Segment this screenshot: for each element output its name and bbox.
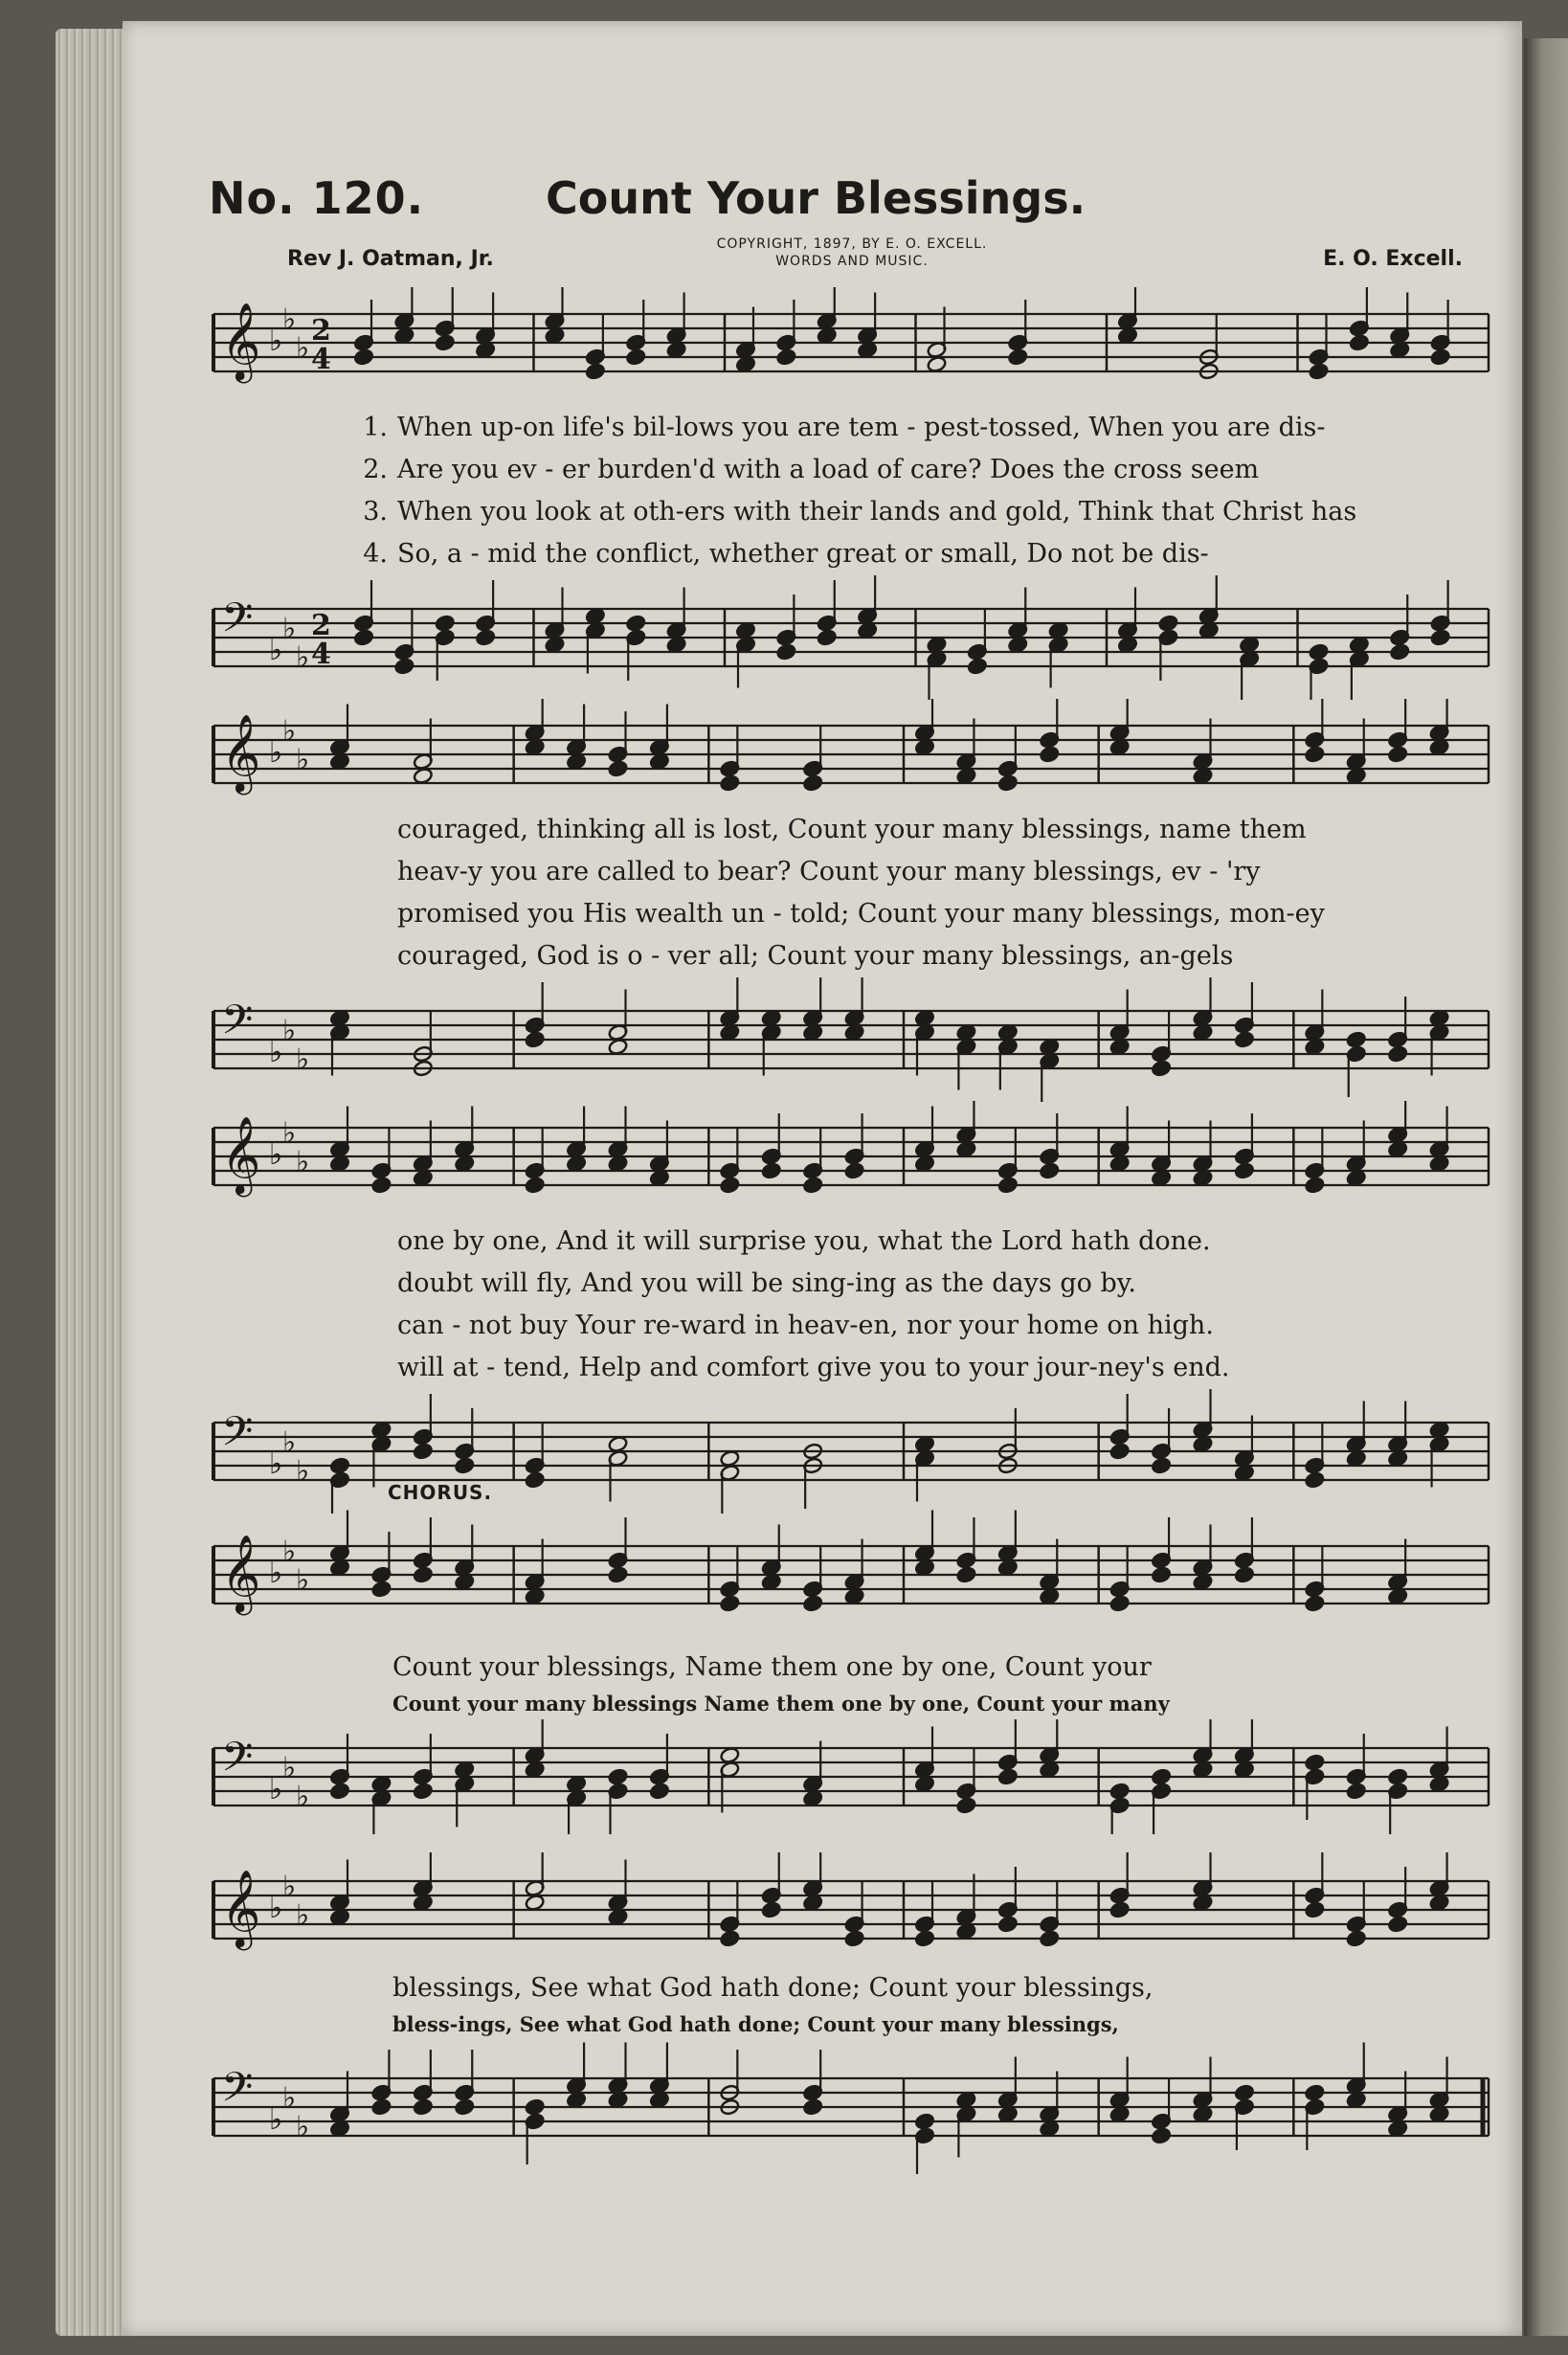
note-head bbox=[1387, 746, 1407, 763]
note-head bbox=[525, 1177, 545, 1194]
flat-icon: ♭ bbox=[282, 1116, 297, 1151]
flat-icon: ♭ bbox=[296, 331, 310, 366]
note-head bbox=[914, 1930, 934, 1947]
note-head bbox=[413, 1443, 433, 1460]
treble-clef-icon: 𝄞 bbox=[221, 302, 261, 380]
chorus-label: CHORUS. bbox=[388, 1481, 493, 1504]
note-head bbox=[776, 348, 796, 366]
verse-3-line-b: promised you His wealth un - told; Count your many blessings, mon-ey bbox=[397, 899, 1325, 929]
flat-icon: ♭ bbox=[296, 1043, 310, 1077]
flat-icon: ♭ bbox=[282, 1535, 297, 1569]
verse-4-line-a: 4. So, a - mid the conflict, whether great or small, Do not be dis- bbox=[363, 539, 1209, 569]
note-head bbox=[608, 1768, 628, 1785]
note-head bbox=[585, 363, 605, 380]
facing-page-edge bbox=[1524, 38, 1568, 2336]
note-head bbox=[649, 1783, 669, 1800]
note-head bbox=[353, 629, 373, 646]
flat-icon: ♭ bbox=[296, 2110, 310, 2144]
note-head bbox=[1309, 363, 1329, 380]
flat-icon: ♭ bbox=[269, 1773, 283, 1806]
verse-3-line-a: 3. When you look at oth-ers with their lands and gold, Think that Christ has bbox=[363, 497, 1357, 527]
flat-icon: ♭ bbox=[296, 1780, 310, 1814]
note-head bbox=[435, 615, 455, 632]
note-head bbox=[844, 1930, 864, 1947]
bass-clef-icon: 𝄢 bbox=[221, 594, 254, 652]
bass-clef-icon: 𝄢 bbox=[221, 1734, 254, 1791]
note-head bbox=[720, 774, 740, 792]
note-head bbox=[1309, 643, 1329, 661]
treble-clef-icon: 𝄞 bbox=[221, 713, 261, 792]
verse-4-line-b: couraged, God is o - ver all; Count your many blessings, an-gels bbox=[397, 941, 1234, 971]
note-head bbox=[817, 629, 837, 646]
note-head bbox=[394, 658, 414, 675]
note-head bbox=[435, 334, 455, 351]
treble-staff-1 bbox=[196, 287, 1503, 397]
note-head bbox=[1346, 1783, 1366, 1800]
verse-2-line-c: doubt will fly, And you will be sing-ing as the days go by. bbox=[397, 1268, 1137, 1298]
note-head bbox=[371, 1177, 392, 1194]
note-head bbox=[997, 774, 1018, 792]
note-head bbox=[371, 1581, 392, 1598]
verse-3-line-c: can - not buy Your re-ward in heav-en, nor your home on high. bbox=[397, 1311, 1214, 1340]
music-system-3 bbox=[196, 1101, 1503, 1514]
time-signature-digit: 2 bbox=[311, 314, 331, 348]
note-head bbox=[413, 1566, 433, 1583]
verse-1-line-b: couraged, thinking all is lost, Count your many blessings, name them bbox=[397, 815, 1307, 844]
flat-icon: ♭ bbox=[282, 1870, 297, 1904]
copyright-notice bbox=[689, 236, 1015, 270]
note-head bbox=[956, 1797, 976, 1814]
note-head bbox=[1305, 2084, 1325, 2101]
note-head bbox=[1040, 1162, 1060, 1179]
note-head bbox=[1040, 746, 1060, 763]
flat-icon: ♭ bbox=[296, 1563, 310, 1598]
note-head bbox=[776, 643, 796, 661]
treble-clef-icon: 𝄞 bbox=[221, 1115, 261, 1194]
flat-icon: ♭ bbox=[296, 640, 310, 675]
lyricist: Rev J. Oatman, Jr. bbox=[287, 247, 494, 271]
note-head bbox=[914, 2113, 934, 2130]
note-head bbox=[1151, 1060, 1171, 1077]
copyright-line-1: COPYRIGHT, 1897, BY E. O. EXCELL. bbox=[716, 236, 988, 252]
note-head bbox=[1040, 1930, 1060, 1947]
flat-icon: ♭ bbox=[296, 1898, 310, 1933]
verse-2-line-b: heav-y you are called to bear? Count your many blessings, ev - 'ry bbox=[397, 857, 1261, 886]
verse-lyrics-part-3 bbox=[196, 1221, 1503, 1389]
note-head bbox=[844, 1162, 864, 1179]
flat-icon: ♭ bbox=[269, 325, 283, 358]
note-head bbox=[353, 348, 373, 366]
note-head bbox=[525, 1471, 545, 1489]
flat-icon: ♭ bbox=[269, 2103, 283, 2137]
note-head bbox=[1305, 746, 1325, 763]
note-head bbox=[1109, 1901, 1130, 1918]
music-system-1 bbox=[196, 287, 1503, 700]
note-head bbox=[997, 1177, 1018, 1194]
note-head bbox=[1346, 1930, 1366, 1947]
hymn-header bbox=[0, 153, 1568, 271]
verse-1-line-a: 1. When up-on life's bil-lows you are tem - pest-tossed, When you are dis- bbox=[363, 413, 1326, 442]
note-head bbox=[1234, 1566, 1254, 1583]
note-head bbox=[1387, 1045, 1407, 1063]
verse-lyrics-part-1 bbox=[196, 407, 1503, 575]
note-head bbox=[1109, 1443, 1130, 1460]
note-head bbox=[329, 1783, 349, 1800]
chorus-lyrics-part-1 bbox=[196, 1647, 1503, 1719]
bass-clef-icon: 𝄢 bbox=[221, 2064, 254, 2121]
flat-icon: ♭ bbox=[282, 714, 297, 749]
note-head bbox=[455, 2098, 475, 2116]
treble-staff-2 bbox=[196, 699, 1503, 809]
note-head bbox=[455, 1457, 475, 1474]
flat-icon: ♭ bbox=[269, 1892, 283, 1925]
note-head bbox=[371, 2098, 392, 2116]
note-head bbox=[525, 2098, 545, 2116]
time-signature-digit: 2 bbox=[311, 609, 331, 642]
time-signature-digit: 4 bbox=[311, 638, 331, 671]
note-head bbox=[1234, 1162, 1254, 1179]
flat-icon: ♭ bbox=[296, 1145, 310, 1179]
chorus-lyrics-part-2 bbox=[196, 1967, 1503, 2040]
flat-icon: ♭ bbox=[269, 1447, 283, 1481]
note-head bbox=[413, 2098, 433, 2116]
note-head bbox=[525, 1031, 545, 1048]
note-head bbox=[1346, 1031, 1366, 1048]
note-head bbox=[1430, 348, 1450, 366]
note-head bbox=[761, 1901, 781, 1918]
note-head bbox=[626, 348, 646, 366]
flat-icon: ♭ bbox=[269, 634, 283, 667]
note-head bbox=[956, 1566, 976, 1583]
note-head bbox=[1008, 348, 1028, 366]
note-head bbox=[720, 1177, 740, 1194]
note-head bbox=[997, 1768, 1018, 1785]
flat-icon: ♭ bbox=[269, 1036, 283, 1069]
flat-icon: ♭ bbox=[282, 1014, 297, 1048]
treble-staff-5 bbox=[196, 1852, 1503, 1967]
note-head bbox=[1158, 615, 1178, 632]
hymn-title: Count Your Blessings. bbox=[546, 172, 1086, 224]
note-head bbox=[1151, 1768, 1171, 1785]
bass-staff-2 bbox=[196, 977, 1503, 1102]
note-head bbox=[1305, 1471, 1325, 1489]
note-head bbox=[1349, 334, 1369, 351]
flat-icon: ♭ bbox=[282, 1425, 297, 1460]
note-head bbox=[1151, 1566, 1171, 1583]
flat-icon: ♭ bbox=[296, 1454, 310, 1489]
bass-clef-icon: 𝄢 bbox=[221, 997, 254, 1054]
note-head bbox=[1305, 1595, 1325, 1612]
note-head bbox=[720, 1595, 740, 1612]
flat-icon: ♭ bbox=[282, 303, 297, 337]
bass-staff-4 bbox=[196, 1719, 1503, 1834]
note-head bbox=[626, 615, 646, 632]
bass-staff-5 bbox=[196, 2040, 1503, 2174]
note-head bbox=[1109, 1595, 1130, 1612]
treble-clef-icon: 𝄞 bbox=[221, 1869, 261, 1947]
note-head bbox=[1430, 629, 1450, 646]
note-head bbox=[1305, 1901, 1325, 1918]
chorus-line-2-main: blessings, See what God hath done; Count your blessings, bbox=[392, 1973, 1154, 2003]
verse-lyrics-part-2 bbox=[196, 809, 1503, 977]
note-head bbox=[997, 1916, 1018, 1933]
hymn-number: No. 120. bbox=[209, 172, 425, 224]
note-head bbox=[1305, 1177, 1325, 1194]
note-head bbox=[1151, 1457, 1171, 1474]
note-head bbox=[329, 1457, 349, 1474]
flat-icon: ♭ bbox=[269, 1138, 283, 1172]
verse-2-line-a: 2. Are you ev - er burden'd with a load of care? Does the cross seem bbox=[363, 455, 1260, 484]
note-head bbox=[1109, 1783, 1130, 1800]
treble-staff-4 bbox=[196, 1503, 1503, 1647]
note-head bbox=[761, 1162, 781, 1179]
composer: E. O. Excell. bbox=[1323, 247, 1463, 271]
chorus-line-2-bass: bless-ings, See what God hath done; Count your many blessings, bbox=[392, 2012, 1119, 2036]
note-head bbox=[608, 1566, 628, 1583]
note-head bbox=[802, 774, 822, 792]
note-head bbox=[1387, 1916, 1407, 1933]
note-head bbox=[608, 760, 628, 777]
note-head bbox=[1234, 2084, 1254, 2101]
note-head bbox=[967, 658, 987, 675]
flat-icon: ♭ bbox=[282, 1751, 297, 1785]
note-head bbox=[1151, 2127, 1171, 2144]
note-head bbox=[1234, 1031, 1254, 1048]
note-head bbox=[1305, 1754, 1325, 1771]
bass-staff-1 bbox=[196, 575, 1503, 700]
verse-4-line-c: will at - tend, Help and comfort give you to your jour-ney's end. bbox=[397, 1353, 1230, 1382]
flat-icon: ♭ bbox=[296, 743, 310, 777]
music-system-5-chorus bbox=[196, 1852, 1503, 2174]
verse-1-line-c: one by one, And it will surprise you, what the Lord hath done. bbox=[397, 1226, 1211, 1256]
treble-staff-3 bbox=[196, 1101, 1503, 1211]
bass-clef-icon: 𝄢 bbox=[221, 1408, 254, 1466]
music-system-4-chorus bbox=[196, 1503, 1503, 1834]
chorus-line-1-main: Count your blessings, Name them one by one, Count your bbox=[392, 1652, 1152, 1682]
chorus-line-1-bass: Count your many blessings Name them one by one, Count your many bbox=[392, 1692, 1170, 1716]
book-page-edges bbox=[56, 29, 132, 2336]
note-head bbox=[413, 1783, 433, 1800]
copyright-line-2: WORDS AND MUSIC. bbox=[775, 254, 929, 269]
note-head bbox=[802, 1595, 822, 1612]
flat-icon: ♭ bbox=[282, 2081, 297, 2116]
flat-icon: ♭ bbox=[269, 736, 283, 770]
flat-icon: ♭ bbox=[282, 612, 297, 646]
note-head bbox=[1390, 643, 1410, 661]
treble-clef-icon: 𝄞 bbox=[221, 1534, 261, 1612]
note-head bbox=[720, 1930, 740, 1947]
note-head bbox=[802, 1177, 822, 1194]
music-system-2 bbox=[196, 699, 1503, 1102]
note-head bbox=[1387, 1768, 1407, 1785]
time-signature-digit: 4 bbox=[311, 343, 331, 376]
flat-icon: ♭ bbox=[269, 1557, 283, 1590]
note-head bbox=[475, 629, 495, 646]
note-head bbox=[802, 2098, 822, 2116]
